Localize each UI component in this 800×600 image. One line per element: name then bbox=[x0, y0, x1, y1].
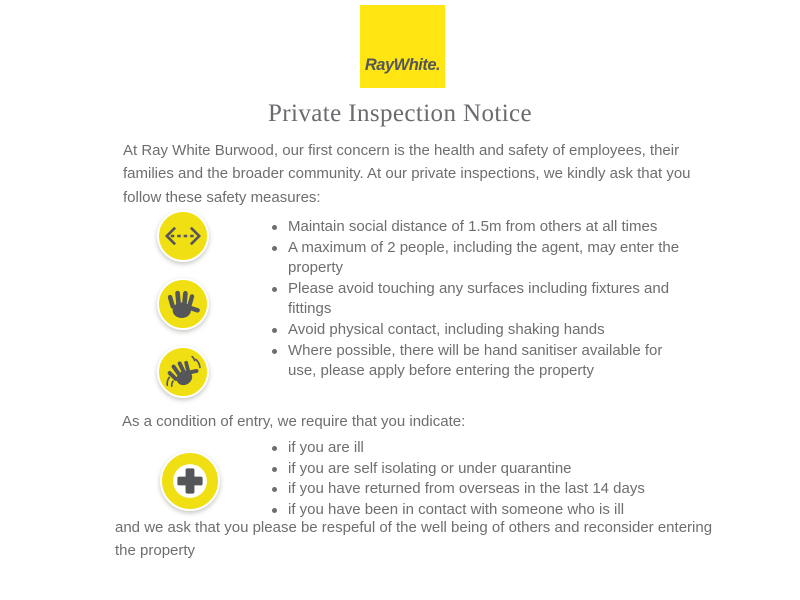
list-item: A maximum of 2 people, including the agent, may enter the property bbox=[270, 238, 685, 279]
plus-glyph bbox=[162, 452, 218, 510]
stop-hand-icon bbox=[157, 278, 209, 330]
medical-plus-icon bbox=[160, 451, 220, 511]
entry-conditions-text: As a condition of entry, we require that you indicate: bbox=[122, 413, 466, 430]
list-item: Avoid physical contact, including shaking hands bbox=[270, 320, 685, 341]
double-arrow-glyph bbox=[162, 215, 204, 257]
list-item: if you have returned from overseas in the last 14 days bbox=[270, 479, 720, 500]
list-item: Maintain social distance of 1.5m from others at all times bbox=[270, 217, 685, 238]
raywhite-logo bbox=[360, 5, 445, 88]
hand-glyph bbox=[163, 284, 203, 324]
social-distance-icon bbox=[157, 210, 209, 262]
list-item: Where possible, there will be hand sanitiser available for use, please apply before entering the property bbox=[270, 341, 685, 382]
list-item: if you are self isolating or under quarantine bbox=[270, 459, 720, 480]
list-item: if you are ill bbox=[270, 438, 720, 459]
waving-hand-glyph bbox=[163, 352, 203, 392]
safety-measures-list bbox=[270, 217, 685, 382]
logo-text: RayWhite. bbox=[364, 56, 441, 74]
waving-hand-icon bbox=[157, 346, 209, 398]
page-title: Private Inspection Notice bbox=[267, 100, 533, 127]
list-item: Please avoid touching any surfaces including fixtures and fittings bbox=[270, 279, 685, 320]
closing-paragraph: and we ask that you please be respeful of the well being of others and reconsider entering the property bbox=[115, 519, 713, 559]
entry-conditions-list bbox=[270, 438, 720, 520]
intro-paragraph: At Ray White Burwood, our first concern is the health and safety of employees, their families and the broader community. At our private inspections, we kindly ask that you follow these safety measures: bbox=[123, 142, 691, 206]
list-item: if you have been in contact with someone who is ill bbox=[270, 500, 720, 521]
